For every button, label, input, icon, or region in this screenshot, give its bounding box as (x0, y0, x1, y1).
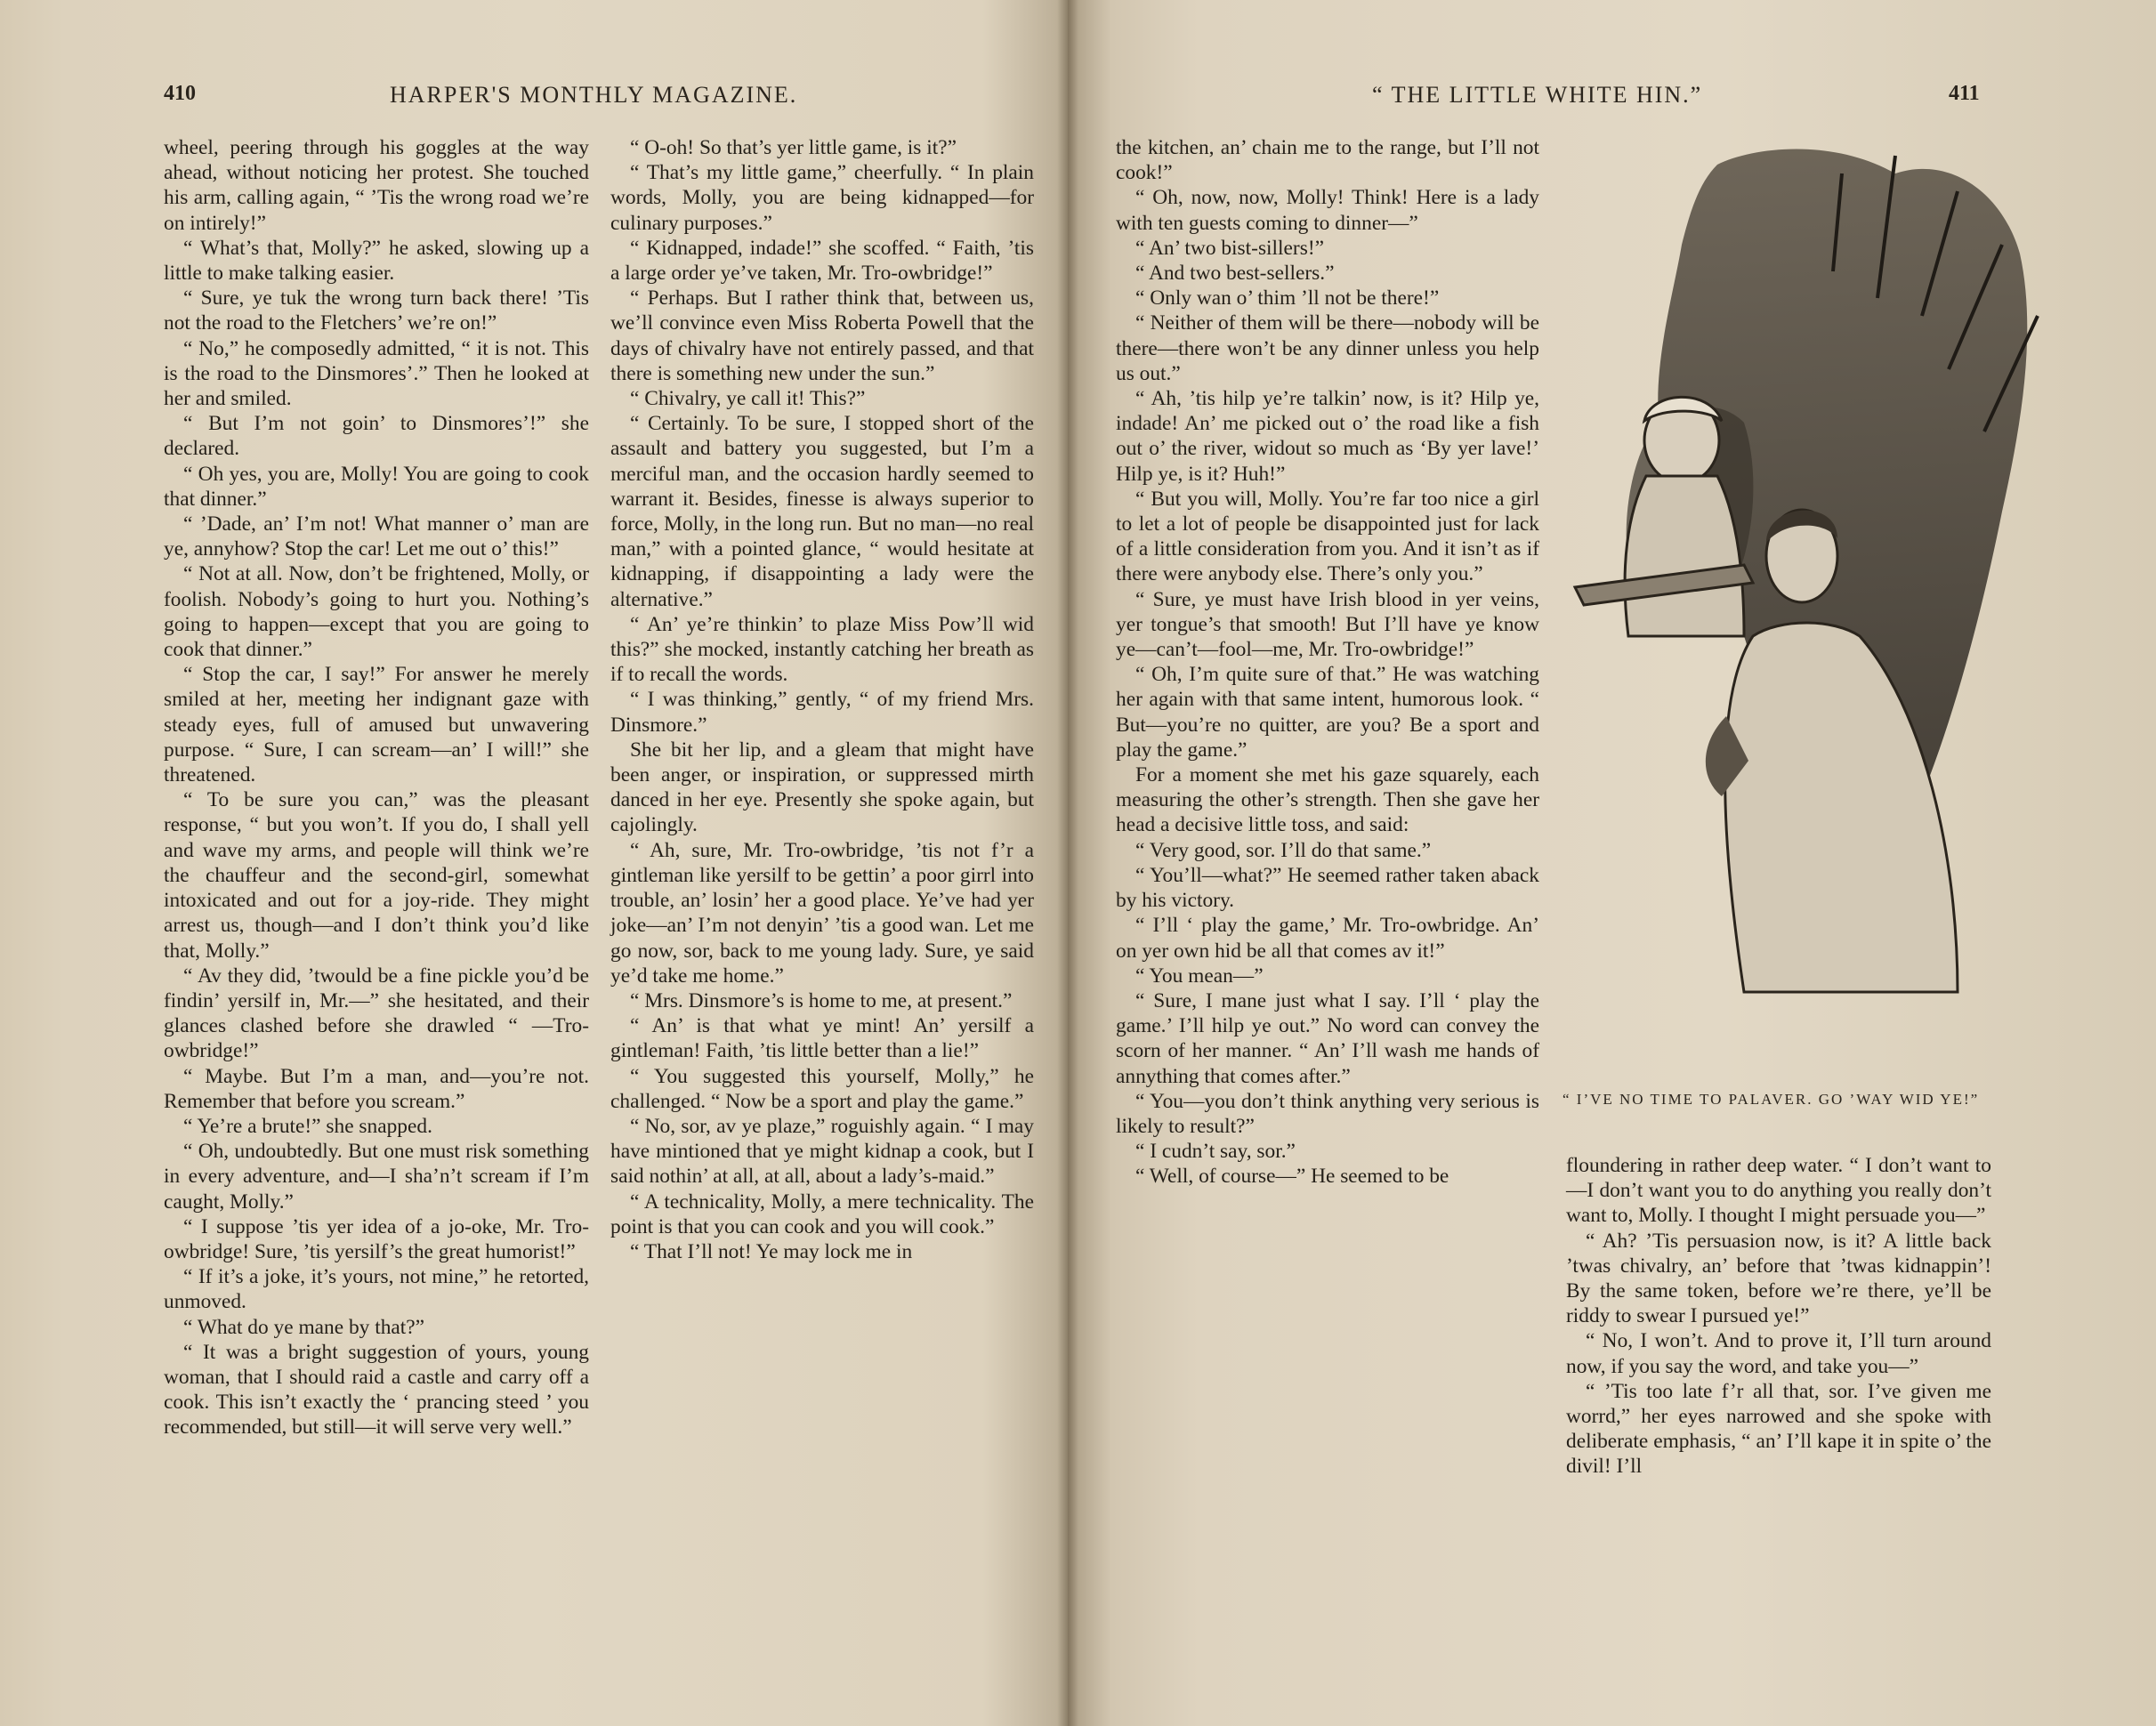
left-page (0, 0, 1068, 1726)
paragraph: “ I was thinking,” gently, “ of my friend Mrs. Dinsmore.” (610, 688, 1034, 737)
paragraph: “ Well, of course—” He seemed to be (1135, 1165, 1449, 1189)
right-page (1068, 0, 2156, 1726)
text-column-2 (610, 135, 1034, 1264)
paragraph: the kitchen, an’ chain me to the range, but I’ll not cook!” (1116, 136, 1539, 185)
paragraph: “ Kidnapped, indade!” she scoffed. “ Faith, ’tis a large order ye’ve taken, Mr. Tro-owbridge!” (610, 236, 1034, 286)
paragraph: “ Oh, now, now, Molly! Think! Here is a lady with ten guests coming to dinner—” (1116, 186, 1539, 235)
paragraph: “ Oh, I’m quite sure of that.” He was watching her again with that same intent, humorous look. “ But—you’re no quitter, are you? Be a sport and play the game.” (1116, 663, 1539, 762)
paragraph: “ No, sor, av ye plaze,” roguishly again. “ I may have mintioned that ye might kidnap a cook, but I said nothin’ at all, at all, about a lady’s-maid.” (610, 1114, 1034, 1189)
paragraph: “ If it’s a joke, it’s yours, not mine,” he retorted, unmoved. (164, 1265, 589, 1314)
running-head-right: “ THE LITTLE WHITE HIN.” (1372, 82, 1703, 108)
paragraph: “ Only wan o’ thim ’ll not be there!” (1135, 286, 1440, 311)
paragraph: “ Oh, undoubtedly. But one must risk something in every adventure, and—I sha’n’t scream if I’m caught, Molly.” (164, 1140, 589, 1214)
text-column-3 (1116, 135, 1539, 1190)
paragraph: “ I’ll ‘ play the game,’ Mr. Tro-owbridge. An’ on yer own hid be all that comes av it!” (1116, 914, 1539, 963)
paragraph: “ Sure, ye tuk the wrong turn back there! ’Tis not the road to the Fletchers’ we’re on!” (164, 286, 589, 335)
paragraph: “ You—you don’t think anything very serious is likely to result?” (1116, 1089, 1539, 1138)
paragraph: “ You mean—” (1135, 964, 1264, 988)
paragraph: “ ’Tis too late f’r all that, sor. I’ve given me worrd,” her eyes narrowed and she spoke with deliberate emphasis, “ an’ I’ll kape it in spite o’ the divil! I’ll (1566, 1379, 1991, 1479)
page-number-left: 410 (164, 82, 196, 105)
paragraph: “ That I’ll not! Ye may lock me in (630, 1239, 913, 1263)
paragraph: “ Neither of them will be there—nobody will be there—there won’t be any dinner unless you help us out.” (1116, 311, 1539, 385)
paragraph: “ Not at all. Now, don’t be frightened, Molly, or foolish. Nobody’s going to hurt you. Nothing’s going to happen—except that you are going to cook that dinner.” (164, 562, 589, 662)
paragraph: She bit her lip, and a gleam that might have been anger, or inspiration, or suppressed mirth danced in her eye. Presently she spoke again, but cajolingly. (610, 738, 1034, 837)
illustration-caption: “ I’VE NO TIME TO PALAVER. GO ’WAY WID YE!” (1562, 1091, 1980, 1108)
paragraph: “ Certainly. To be sure, I stopped short of the assault and battery you suggested, but I’m a merciful man, and the occasion hardly seemed to warrant it. Besides, finesse is always superior to force, Molly, in the long run. But no man—no real man,” with a pointed glance, “ would hesitate at kidnapping, if disappointing a lady were the alternative.” (610, 412, 1034, 611)
paragraph: “ An’ two bist-sillers!” (1135, 236, 1324, 260)
text-column-1 (164, 135, 589, 1440)
paragraph: “ But I’m not goin’ to Dinsmores’!” she declared. (164, 412, 589, 461)
running-head-left: HARPER'S MONTHLY MAGAZINE. (390, 82, 798, 108)
paragraph: “ You suggested this yourself, Molly,” he challenged. “ Now be a sport and play the game.” (610, 1064, 1034, 1113)
paragraph: “ No, I won’t. And to prove it, I’ll turn around now, if you say the word, and take you—” (1566, 1329, 1991, 1378)
paragraph: “ Ah, ’tis hilp ye’re talkin’ now, is it? Hilp ye, indade! An’ me picked out o’ the road like a fish out o’ the river, widout so much as ‘By yer lave!’ Hilp ye, is it? Huh!” (1116, 387, 1539, 486)
paragraph: “ Maybe. But I’m a man, and—you’re not. Remember that before you scream.” (164, 1064, 589, 1113)
paragraph: “ ’Dade, an’ I’m not! What manner o’ man are ye, annyhow? Stop the car! Let me out o’ this!” (164, 512, 589, 561)
paragraph: “ Very good, sor. I’ll do that same.” (1135, 838, 1432, 862)
book-gutter (1057, 0, 1078, 1726)
text-column-4 (1566, 1153, 1991, 1480)
illustration (1539, 138, 2047, 1108)
paragraph: “ A technicality, Molly, a mere technicality. The point is that you can cook and you will cook.” (610, 1190, 1034, 1238)
paragraph: “ I suppose ’tis yer idea of a jo-oke, Mr. Tro-owbridge! Sure, ’tis yersilf’s the great humorist!” (164, 1214, 589, 1263)
paragraph: wheel, peering through his goggles at the way ahead, without noticing her protest. She touched his arm, calling again, “ ’Tis the wrong road we’re on intirely!” (164, 136, 589, 235)
paragraph: “ You’ll—what?” He seemed rather taken aback by his victory. (1116, 863, 1539, 913)
paragraph: “ O-oh! So that’s yer little game, is it?” (630, 136, 957, 159)
paragraph: “ Stop the car, I say!” For answer he merely smiled at her, meeting her indignant gaze with steady eyes, full of amused but unwavering purpose. “ Sure, I can scream—an’ I will!” she threatened. (164, 663, 589, 787)
paragraph: “ Sure, I mane just what I say. I’ll ‘ play the game.’ I’ll hilp ye out.” No word can convey the scorn of her manner. “ An’ I’ll wash me hands of annything that comes after.” (1116, 988, 1539, 1088)
paragraph: “ But you will, Molly. You’re far too nice a girl to let a lot of people be disappointed just for lack of a little consideration from you. And it isn’t as if there were anybody else. There’s only you.” (1116, 487, 1539, 586)
paragraph: “ Chivalry, ye call it! This?” (630, 387, 866, 411)
paragraph: “ Sure, ye must have Irish blood in yer veins, yer tongue’s that smooth! But I’ll have ye know ye—can’t—fool—me, Mr. Tro-owbridge!” (1116, 587, 1539, 662)
paragraph: For a moment she met his gaze squarely, each measuring the other’s strength. Then she gave her head a decisive little toss, and said: (1116, 763, 1539, 837)
paragraph: “ Ah? ’Tis persuasion now, is it? A little back ’twas chivalry, an’ before that ’twas kidnappin’! By the same token, before we’re there, ye’ll be riddy to swear I pursued ye!” (1566, 1229, 1991, 1328)
paragraph: “ What do ye mane by that?” (183, 1315, 425, 1339)
paragraph: “ It was a bright suggestion of yours, young woman, that I should raid a castle and carry off a cook. This isn’t exactly the ‘ prancing steed ’ you recommended, but still—it will serve very well.” (164, 1340, 589, 1440)
paragraph: “ And two best-sellers.” (1135, 262, 1335, 286)
paragraph: “ What’s that, Molly?” he asked, slowing up a little to make talking easier. (164, 236, 589, 286)
paragraph: “ No,” he composedly admitted, “ it is not. This is the road to the Dinsmores’.” Then he looked at her and smiled. (164, 336, 589, 411)
paragraph: “ To be sure you can,” was the pleasant response, “ but you won’t. If you do, I shall yell and wave my arms, and people will think we’re the chauffeur and the second-girl, somewhat intoxicated and out for a joy-ride. They might arrest us, though—and I don’t think you’d like that, Molly.” (164, 788, 589, 963)
paragraph: “ That’s my little game,” cheerfully. “ In plain words, Molly, you are being kidnapped—for culinary purposes.” (610, 161, 1034, 235)
paragraph: “ Av they did, ’twould be a fine pickle you’d be findin’ yersilf in, Mr.—” she hesitated, and their glances clashed before she drawled “ —Tro-owbridge!” (164, 964, 589, 1063)
paragraph: “ An’ is that what ye mint! An’ yersilf a gintleman! Faith, ’tis little better than a lie!” (610, 1014, 1034, 1063)
paragraph: “ Perhaps. But I rather think that, between us, we’ll convince even Miss Roberta Powell that the days of chivalry have not entirely passed, and that there is something new under the sun.” (610, 286, 1034, 385)
page-number-right: 411 (1949, 82, 1980, 105)
paragraph: “ Ye’re a brute!” she snapped. (183, 1114, 432, 1138)
paragraph: “ I cudn’t say, sor.” (1135, 1140, 1296, 1164)
paragraph: “ Oh yes, you are, Molly! You are going to cook that dinner.” (164, 462, 589, 511)
paragraph: “ An’ ye’re thinkin’ to plaze Miss Pow’ll wid this?” she mocked, instantly catching her breath as if to recall the words. (610, 612, 1034, 687)
paragraph: “ Mrs. Dinsmore’s is home to me, at present.” (630, 988, 1013, 1012)
paragraph: “ Ah, sure, Mr. Tro-owbridge, ’tis not f’r a gintleman like yersilf to be gettin’ a poor girrl into trouble, an’ losin’ her a good place. Ye’ve had yer joke—an’ I’m not denyin’ ’tis a good wan. Let me go now, sor, back to me young lady. Sure, ye said ye’d take me home.” (610, 838, 1034, 988)
paragraph: floundering in rather deep water. “ I don’t want to—I don’t want you to do anything you really don’t want to, Molly. I thought I might persuade you—” (1566, 1154, 1991, 1228)
